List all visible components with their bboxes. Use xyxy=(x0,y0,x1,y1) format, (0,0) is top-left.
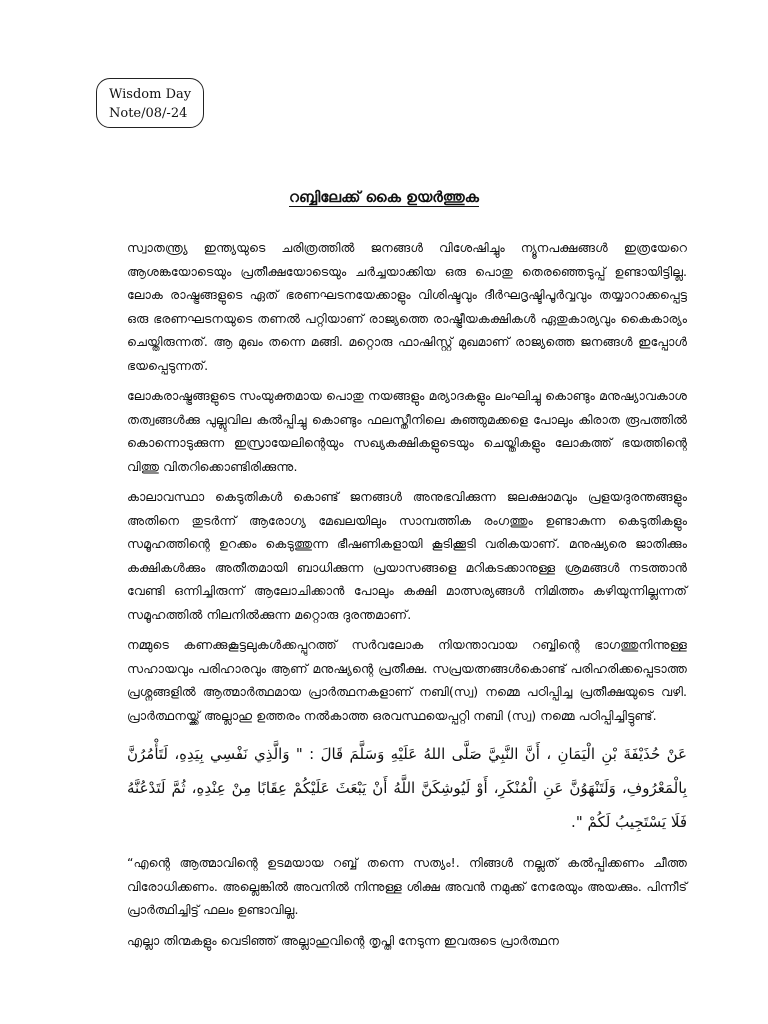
closing-paragraph: എല്ലാ തിന്മകളും വെടിഞ്ഞ് അല്ലാഹുവിന്റെ തൃപ്തി നേടുന്ന ഇവരുടെ പ്രാർത്ഥന xyxy=(127,932,559,948)
paragraph-1: സ്വാതന്ത്ര്യ ഇന്ത്യയുടെ ചരിത്രത്തിൽ ജനങ്ങൾ വിശേഷിച്ചും ന്യൂനപക്ഷങ്ങൾ ഇത്രയേറെ ആശങ്കയോടെയും പ്രതീക്ഷയോടെയും ചർച്ചയാക്കിയ ഒരു പൊതു തെരഞ്ഞെടുപ്പ് ഉണ്ടായിട്ടില്ല. ലോക രാഷ്ട്രങ്ങളുടെ ഏത് ഭരണഘടനയേക്കാളും വിശിഷ്ടവും ദീർഘദൃഷ്ടിപൂർവ്വവും തയ്യാറാക്കപ്പെട്ട ഒരു ഭരണഘടനയുടെ തണൽ പറ്റിയാണ് രാജ്യത്തെ രാഷ്ട്രീയകക്ഷികൾ ഏതുകാര്യവും കൈകാര്യം ചെയ്തിരുന്നത്. ആ മുഖം തന്നെ മങ്ങി. മറ്റൊരു ഫാഷിസ്റ്റ് മുഖമാണ് രാജ്യത്തെ ജനങ്ങൾ ഇപ്പോൾ ഭയപ്പെടുന്നത്. xyxy=(127,240,687,373)
note-number: Note/08/-24 xyxy=(109,106,188,121)
paragraph-2: ലോകരാഷ്ട്രങ്ങളുടെ സംയുക്തമായ പൊതു നയങ്ങളും മര്യാദകളും ലംഘിച്ചു കൊണ്ടും മനുഷ്യാവകാശ തത്വങ്ങൾക്കു പുല്ലുവില കൽപ്പിച്ചു കൊണ്ടും ഫലസ്തീനിലെ കുഞ്ഞുമക്കളെ പോലും കിരാത രൂപത്തിൽ കൊന്നൊടുക്കുന്ന ഇസ്രായേലിന്റെയും സഖ്യകക്ഷികളുടെയും ചെയ്തികളും ലോകത്ത് ഭയത്തിന്റെ വിത്തു വിതറിക്കൊണ്ടിരിക്കുന്നു. xyxy=(127,388,687,474)
document-body xyxy=(127,236,687,959)
paragraph-3: കാലാവസ്ഥാ കെടുതികൾ കൊണ്ട് ജനങ്ങൾ അനുഭവിക്കുന്ന ജലക്ഷാമവും പ്രളയദുരന്തങ്ങളും അതിനെ തുടർന്ന് ആരോഗ്യ മേഖലയിലും സാമ്പത്തിക രംഗത്തും ഉണ്ടാകുന്ന കെടുതികളും സമൂഹത്തിന്റെ ഉറക്കം കെടുത്തുന്ന ഭീഷണികളായി കൂടിക്കൂടി വരികയാണ്. മനുഷ്യരെ ജാതിക്കും കക്ഷികൾക്കും അതീതമായി ബാധിക്കുന്ന പ്രയാസങ്ങളെ മറികടക്കാനുള്ള ശ്രമങ്ങൾ നടത്താൻ വേണ്ടി ഒന്നിച്ചിരുന്ന് ആലോചിക്കാൻ പോലും കക്ഷി മാത്സര്യങ്ങൾ നിമിത്തം കഴിയുന്നില്ലന്നത് സമൂഹത്തിൽ നിലനിൽക്കുന്ന മറ്റൊരു ദുരന്തമാണ്. xyxy=(127,489,687,622)
hadith-translation: “എന്റെ ആത്മാവിന്റെ ഉടമയായ റബ്ബ് തന്നെ സത്യം!. നിങ്ങൾ നല്ലത് കൽപ്പിക്കണം ചീത്ത വിരോധിക്കണം. അല്ലെങ്കിൽ അവനിൽ നിന്നുള്ള ശിക്ഷ അവൻ നമുക്ക് നേരേയും അയക്കും. പിന്നീട് പ്രാർത്ഥിച്ചിട്ട് ഫലം ഉണ്ടാവില്ല. xyxy=(127,855,687,917)
page-title: റബ്ബിലേക്ക് കൈ ഉയർത്തുക xyxy=(289,188,479,206)
arabic-hadith: عَنْ حُذَيْفَةَ بْنِ الْيَمَانِ ، أَنَّ النَّبِيَّ صَلَّى اللهُ عَلَيْهِ وَسَلَّمَ قَالَ : " وَالَّذِي نَفْسِي بِيَدِهِ، لَتَأْمُرُنَّ بِالْمَعْرُوفِ، وَلَتَنْهَوُنَّ عَنِ الْمُنْكَرِ، أَوْ لَيُوشِكَنَّ اللَّهُ أَنْ يَبْعَثَ عَلَيْكُمْ عِقَابًا مِنْ عِنْدِهِ، ثُمَّ لَتَدْعُنَّهُ فَلَا يَسْتَجِيبُ لَكُمْ ". xyxy=(127,745,687,831)
note-label-box xyxy=(96,78,204,128)
page-title-wrapper xyxy=(0,188,768,206)
paragraph-4: നമ്മുടെ കണക്കുകൂട്ടലുകൾക്കപ്പുറത്ത് സർവലോക നിയന്താവായ റബ്ബിന്റെ ഭാഗത്തുനിന്നുള്ള സഹായവും പരിഹാരവും ആണ് മനുഷ്യന്റെ പ്രതീക്ഷ. സപ്രയത്നങ്ങൾകൊണ്ട് പരിഹരിക്കപ്പെടാത്ത പ്രശ്നങ്ങളിൽ ആത്മാർത്ഥമായ പ്രാർത്ഥനകളാണ് നബി(സ്വ) നമ്മെ പഠിപ്പിച്ച പ്രതീക്ഷയുടെ വഴി. പ്രാർത്ഥനയ്ക്ക് അല്ലാഹു ഉത്തരം നൽകാത്ത ഒരവസ്ഥയെപ്പറ്റി നബി (സ്വ) നമ്മെ പഠിപ്പിച്ചിട്ടുണ്ട്. xyxy=(127,637,687,723)
note-title: Wisdom Day xyxy=(109,87,192,102)
